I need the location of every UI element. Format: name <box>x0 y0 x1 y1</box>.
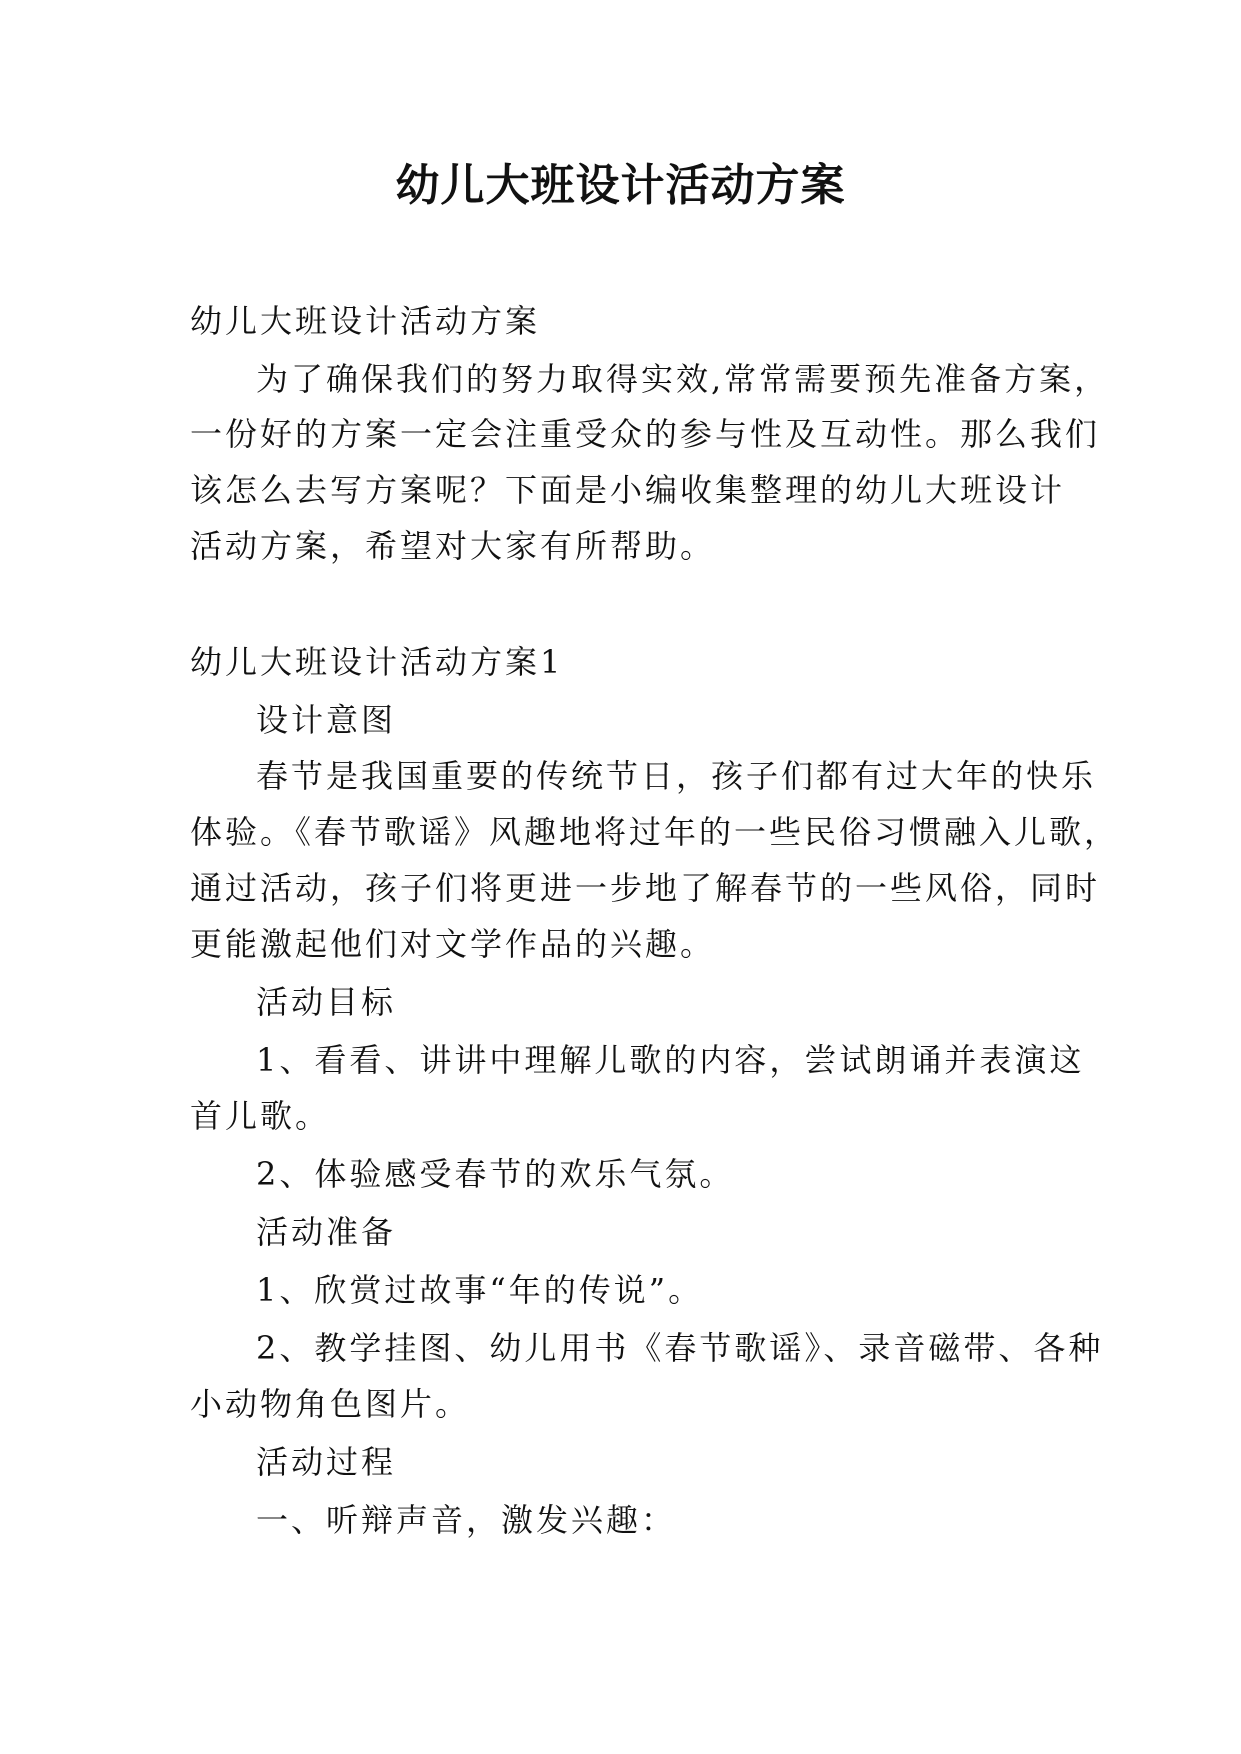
list-item: 1、看看、讲讲中理解儿歌的内容，尝试朗诵并表演这 <box>256 1041 1085 1079</box>
intro-paragraph-line: 活动方案，希望对大家有所帮助。 <box>190 527 716 565</box>
subheading-activity-preparation: 活动准备 <box>256 1213 397 1251</box>
step-heading: 一、听辩声音，激发兴趣： <box>256 1501 677 1539</box>
list-item-continuation: 小动物角色图片。 <box>190 1385 471 1423</box>
list-item: 2、体验感受春节的欢乐气氛。 <box>256 1155 735 1193</box>
subheading-activity-goals: 活动目标 <box>256 983 397 1021</box>
list-item: 1、欣赏过故事“年的传说”。 <box>256 1271 704 1309</box>
intro-heading: 幼儿大班设计活动方案 <box>190 302 541 340</box>
paragraph-line: 体验。《春节歌谣》风趣地将过年的一些民俗习惯融入儿歌， <box>190 813 1120 851</box>
subheading-activity-process: 活动过程 <box>256 1443 397 1481</box>
paragraph-line: 更能激起他们对文学作品的兴趣。 <box>190 925 716 963</box>
paragraph-line: 春节是我国重要的传统节日，孩子们都有过大年的快乐 <box>256 757 1097 795</box>
intro-paragraph-line: 一份好的方案一定会注重受众的参与性及互动性。那么我们 <box>190 415 1101 453</box>
list-item: 2、教学挂图、幼儿用书《春节歌谣》、录音磁带、各种 <box>256 1329 1104 1367</box>
intro-paragraph-line: 该怎么去写方案呢？下面是小编收集整理的幼儿大班设计 <box>190 471 1066 509</box>
list-item-continuation: 首儿歌。 <box>190 1097 331 1135</box>
intro-paragraph-line: 为了确保我们的努力取得实效,常常需要预先准备方案， <box>256 360 1110 398</box>
subheading-design-intent: 设计意图 <box>256 701 397 739</box>
paragraph-line: 通过活动，孩子们将更进一步地了解春节的一些风俗，同时 <box>190 869 1101 907</box>
section-heading: 幼儿大班设计活动方案1 <box>190 643 564 681</box>
document-title: 幼儿大班设计活动方案 <box>395 160 846 211</box>
